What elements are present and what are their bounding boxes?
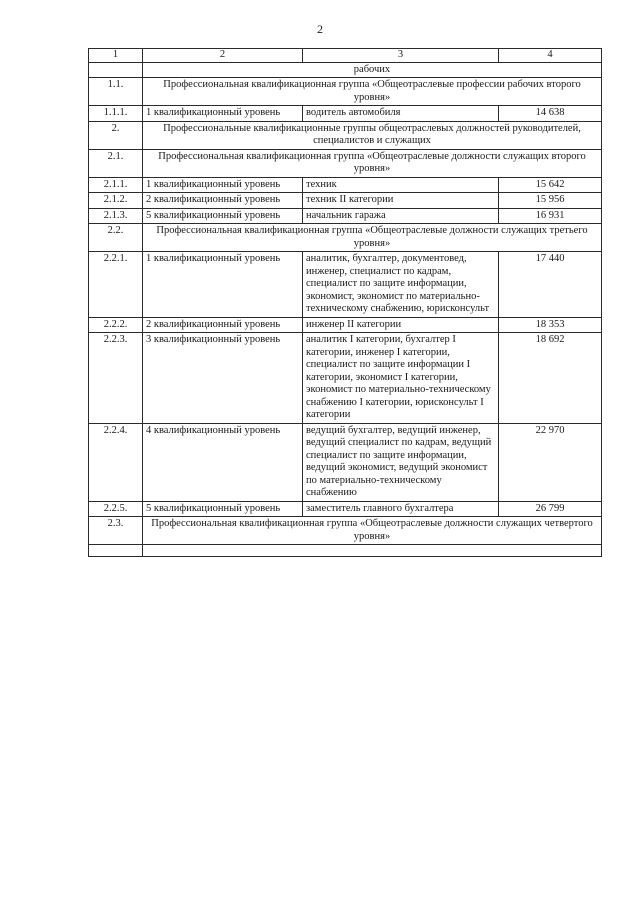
table-row <box>89 423 602 501</box>
positions-list: аналитик, бухгалтер, документовед, инженер, специалист по кадрам, специалист по защите информации, экономист, экономист по материально-техническому снабжению, юрисконсульт <box>303 252 499 318</box>
positions-list: водитель автомобиля <box>303 106 499 122</box>
header-cell: 4 <box>499 49 602 63</box>
header-cell: 1 <box>89 49 143 63</box>
group-title: Профессиональная квалификационная группа «Общеотраслевые должности служащих второго уровня» <box>143 149 602 177</box>
salary-value: 15 956 <box>499 193 602 209</box>
qualification-level: 1 квалификационный уровень <box>143 106 303 122</box>
row-number: 2.2.2. <box>89 317 143 333</box>
table-row <box>89 317 602 333</box>
row-number <box>89 62 143 78</box>
row-number: 2.2.1. <box>89 252 143 318</box>
row-number: 2.2. <box>89 224 143 252</box>
qualification-level: 5 квалификационный уровень <box>143 501 303 517</box>
group-row <box>89 62 602 78</box>
table-row <box>89 208 602 224</box>
salary-value: 18 692 <box>499 333 602 424</box>
page-number: 2 <box>317 22 323 36</box>
empty-row <box>89 545 602 557</box>
positions-list: начальник гаража <box>303 208 499 224</box>
row-number: 2. <box>89 121 143 149</box>
row-number: 2.3. <box>89 517 143 545</box>
table-header-row <box>89 49 602 63</box>
group-title: Профессиональная квалификационная группа «Общеотраслевые профессии рабочих второго уровня» <box>143 78 602 106</box>
row-number: 2.1. <box>89 149 143 177</box>
qualification-level: 2 квалификационный уровень <box>143 193 303 209</box>
empty-cell <box>143 545 602 557</box>
table-row <box>89 193 602 209</box>
group-title: Профессиональные квалификационные группы общеотраслевых должностей руководителей, специалистов и служащих <box>143 121 602 149</box>
row-number: 2.2.3. <box>89 333 143 424</box>
salary-value: 17 440 <box>499 252 602 318</box>
salary-value: 26 799 <box>499 501 602 517</box>
table-row <box>89 106 602 122</box>
qualification-level: 5 квалификационный уровень <box>143 208 303 224</box>
group-title: Профессиональная квалификационная группа «Общеотраслевые должности служащих третьего уровня» <box>143 224 602 252</box>
group-row <box>89 517 602 545</box>
group-row <box>89 224 602 252</box>
table-row <box>89 333 602 424</box>
qualification-level: 3 квалификационный уровень <box>143 333 303 424</box>
positions-list: техник <box>303 177 499 193</box>
header-cell: 2 <box>143 49 303 63</box>
row-number: 1.1.1. <box>89 106 143 122</box>
qualification-level: 1 квалификационный уровень <box>143 177 303 193</box>
row-number: 1.1. <box>89 78 143 106</box>
group-row <box>89 78 602 106</box>
row-number: 2.1.2. <box>89 193 143 209</box>
positions-list: заместитель главного бухгалтера <box>303 501 499 517</box>
qualification-level: 1 квалификационный уровень <box>143 252 303 318</box>
positions-list: ведущий бухгалтер, ведущий инженер, ведущий специалист по кадрам, ведущий специалист по защите информации, ведущий экономист, ведущий экономист по материально-техническому снабжению <box>303 423 499 501</box>
salary-value: 16 931 <box>499 208 602 224</box>
table-row <box>89 501 602 517</box>
salary-table <box>88 48 602 557</box>
row-number: 2.2.5. <box>89 501 143 517</box>
positions-list: инженер II категории <box>303 317 499 333</box>
salary-value: 22 970 <box>499 423 602 501</box>
positions-list: техник II категории <box>303 193 499 209</box>
qualification-level: 4 квалификационный уровень <box>143 423 303 501</box>
salary-value: 18 353 <box>499 317 602 333</box>
group-title: рабочих <box>143 62 602 78</box>
salary-value: 14 638 <box>499 106 602 122</box>
table-body <box>89 49 602 557</box>
salary-value: 15 642 <box>499 177 602 193</box>
group-title: Профессиональная квалификационная группа «Общеотраслевые должности служащих четвертого уровня» <box>143 517 602 545</box>
table-row <box>89 252 602 318</box>
positions-list: аналитик I категории, бухгалтер I категории, инженер I категории, специалист по защите информации I категории, экономист I категории, экономист по материально-техническому снабжению I категории, юрисконсульт I категории <box>303 333 499 424</box>
qualification-level: 2 квалификационный уровень <box>143 317 303 333</box>
group-row <box>89 149 602 177</box>
header-cell: 3 <box>303 49 499 63</box>
row-number: 2.2.4. <box>89 423 143 501</box>
empty-cell <box>89 545 143 557</box>
group-row <box>89 121 602 149</box>
row-number: 2.1.3. <box>89 208 143 224</box>
row-number: 2.1.1. <box>89 177 143 193</box>
table-row <box>89 177 602 193</box>
